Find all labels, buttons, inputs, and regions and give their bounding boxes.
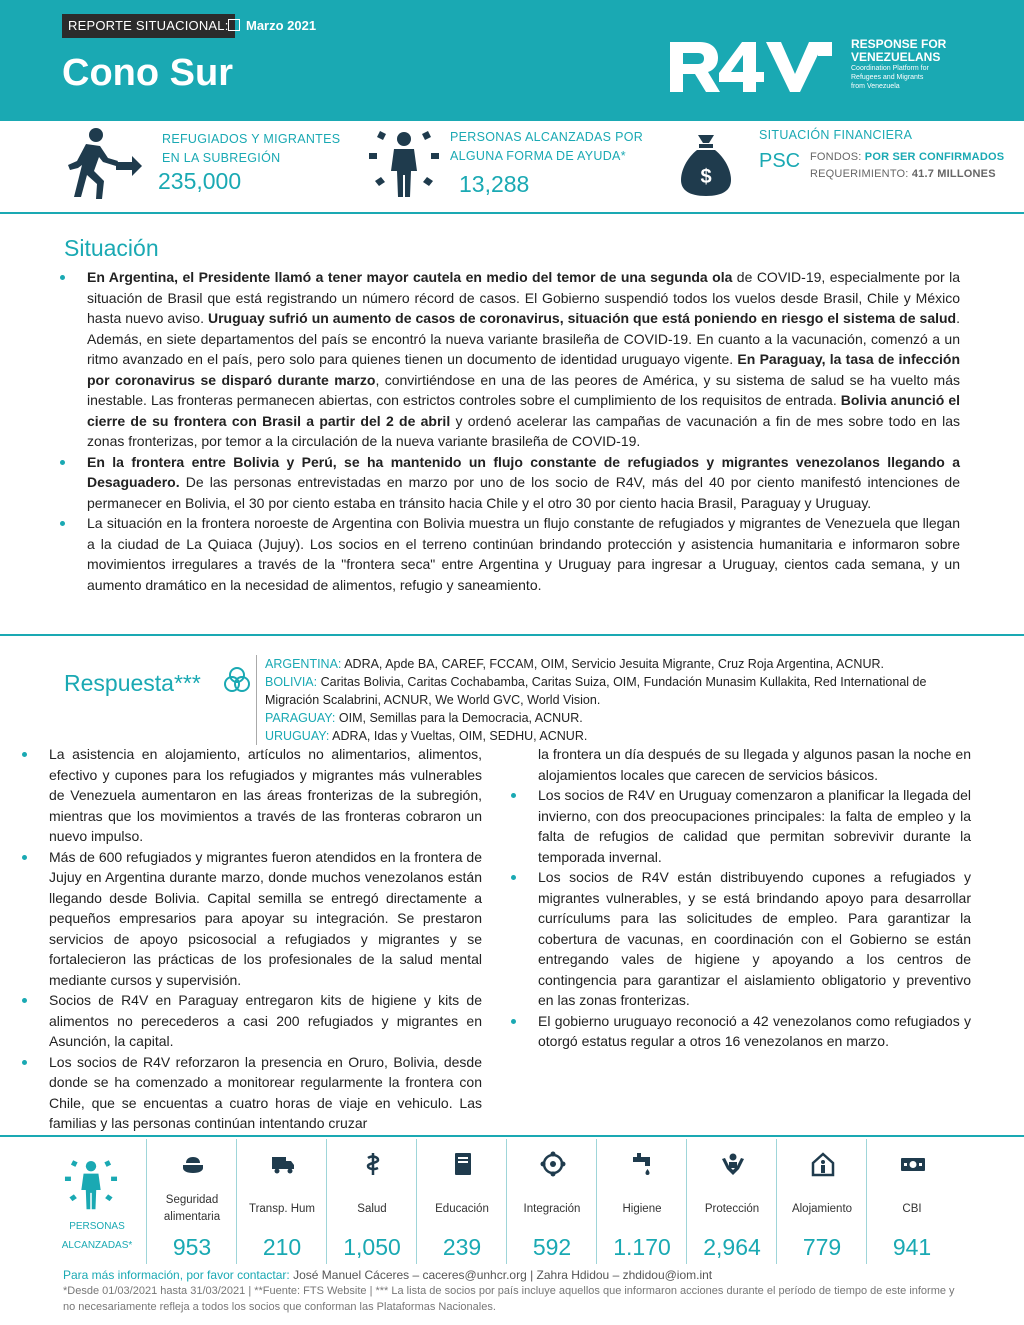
kpi-refugees-label-2: EN LA SUBREGIÓN bbox=[162, 151, 281, 165]
response-item: Los socios de R4V en Uruguay comenzaron a planificar la llegada del invierno, con dos preocupaciones principales: la falta de empleo y la falta de refugios de calidad que permitan sobrevivir durante la temporada invernal. bbox=[511, 785, 971, 867]
sector-stats bbox=[48, 1139, 958, 1264]
stat-value: 2,964 bbox=[703, 1234, 761, 1260]
stat-label: Seguridad alimentaria bbox=[163, 1194, 221, 1223]
stat-health bbox=[326, 1139, 416, 1264]
stat-transport bbox=[236, 1139, 326, 1264]
response-item: Socios de R4V en Paraguay entregaron kits de higiene y kits de alimentos no perecederos a casi 200 refugiados y migrantes en Asunción, la capital. bbox=[22, 990, 482, 1052]
situation-title: Situación bbox=[64, 235, 159, 261]
r4v-logo bbox=[668, 38, 843, 96]
person-reached-icon bbox=[365, 125, 443, 201]
funds-label: FONDOS: bbox=[810, 151, 862, 163]
header-banner bbox=[0, 0, 1024, 121]
funds-row bbox=[810, 149, 1004, 166]
response-left-column bbox=[22, 744, 482, 1134]
funds-value: POR SER CONFIRMADOS bbox=[864, 151, 1005, 163]
stat-value: 239 bbox=[442, 1234, 482, 1260]
tap-icon bbox=[630, 1151, 656, 1177]
partner-country: PARAGUAY: bbox=[265, 711, 336, 725]
person-walking-icon bbox=[64, 127, 146, 199]
partner-country: URUGUAY: bbox=[265, 729, 330, 743]
situation-item bbox=[60, 513, 960, 595]
footnote: *Desde 01/03/2021 hasta 31/03/2021 | **Fuente: FTS Website | *** La lista de socios por país incluye aquellos que informaron acciones durante el período de tiempo de este informe y no necesariamente refleja a todos los socios que conforman las Plataformas Nacionales. bbox=[63, 1285, 955, 1313]
contact-details: José Manuel Cáceres – caceres@unhcr.org | Zahra Hdidou – zhdidou@iom.int bbox=[293, 1268, 713, 1282]
kpi-reached-label-1: PERSONAS ALCANZADAS POR bbox=[450, 130, 644, 144]
report-tag: REPORTE SITUACIONAL: bbox=[62, 14, 235, 38]
logo-line1: RESPONSE FOR bbox=[851, 37, 947, 51]
kpi-refugees-label-1: REFUGIADOS Y MIGRANTES bbox=[162, 132, 341, 146]
stat-food bbox=[146, 1139, 236, 1264]
stats-reached-label-2: ALCANZADAS* bbox=[61, 1240, 133, 1251]
section-divider bbox=[0, 1135, 1024, 1137]
report-date bbox=[228, 18, 316, 33]
situation-text: . Además, en siete departamentos del país se encontró la nueva variante brasileña de COVID-19. En cuanto a la vacunación, comenzó a un ritmo avanzado en el país, pero solo para quienes tienen un documento de identidad uruguayo vigente. bbox=[87, 310, 960, 367]
requirement-row bbox=[810, 166, 1004, 183]
kpi-refugees-value: 235,000 bbox=[158, 168, 242, 194]
kpi-finance-label: SITUACIÓN FINANCIERA bbox=[759, 128, 913, 142]
stat-integration bbox=[506, 1139, 596, 1264]
partner-country: BOLIVIA: bbox=[265, 675, 318, 689]
logo-line2: VENEZUELANS bbox=[851, 50, 941, 64]
situation-bold: En Paraguay, la tasa de infección por coronavirus se disparó durante marzo bbox=[87, 351, 960, 388]
food-icon bbox=[180, 1151, 206, 1177]
person-reached-icon bbox=[62, 1155, 120, 1213]
response-item-continued: la frontera un día después de su llegada y algunos pasan la noche en alojamientos locales que carecen de servicios básicos. bbox=[538, 746, 971, 783]
response-item: Los socios de R4V reforzaron la presencia en Oruro, Bolivia, desde donde se ha comenzado a monitorear regularmente la frontera con Chile, que se encuentas a cuatro horas de viaje en vehiculo. Las familias y las personas continúan intentando cruzar bbox=[22, 1052, 482, 1134]
contact-label: Para más información, por favor contactar: bbox=[63, 1268, 290, 1282]
situation-bold: En Argentina, el Presidente llamó a tener mayor cautela en medio del temor de una segunda ola bbox=[87, 269, 733, 285]
partner-row bbox=[265, 655, 956, 673]
kpi-refugees-label bbox=[162, 130, 340, 168]
situation-text: y ordenó acelerar las campañas de vacunación a fin de mes sobre todo en las zonas fronterizas, por temor a la circulación de la nueva variante brasileña de COVID-19. bbox=[87, 412, 960, 449]
stat-shelter bbox=[776, 1139, 866, 1264]
kpi-finance-code: PSC bbox=[759, 150, 801, 172]
integration-icon bbox=[540, 1151, 566, 1177]
page-title: Cono Sur bbox=[62, 52, 233, 94]
stat-label: Transp. Hum bbox=[248, 1202, 316, 1215]
response-title: Respuesta*** bbox=[64, 670, 201, 696]
situation-bold: En la frontera entre Bolivia y Perú, se ha mantenido un flujo constante de refugiados y migrantes venezolanos llegando a Desaguadero. bbox=[87, 453, 960, 490]
stat-value: 953 bbox=[172, 1234, 212, 1260]
response-item: Más de 600 refugiados y migrantes fueron atendidos en la frontera de Jujuy en Argentina durante marzo, donde muchos venezolanos están llegando desde Bolivia. Capital semilla se entregó directamente a pequeños empresarios para apoyar su integración. Se prestaron servicios de apoyo psicosocial a refugiados y migrantes y se fortalecieron las prácticas de los profesionales de la salud mental mediante cursos y supervisión. bbox=[22, 847, 482, 991]
partner-row bbox=[265, 673, 956, 709]
partners-icon bbox=[222, 665, 252, 695]
situation-list bbox=[60, 267, 960, 595]
protection-icon bbox=[720, 1151, 746, 1177]
logo-line4: Refugees and Migrants bbox=[851, 74, 924, 81]
calendar-icon bbox=[228, 19, 240, 31]
stat-label: Alojamiento bbox=[791, 1202, 853, 1215]
stat-value: 779 bbox=[802, 1234, 842, 1260]
response-item: Los socios de R4V están distribuyendo cupones a refugiados y migrantes vulnerables, y se está brindando apoyo para desarrollar currículums para las solicitudes de empleo. Para garantizar la cobertura de vacunas, en coordinación con el Gobierno se están entregando vales de higiene y apoyando a los centros de contingencia para garantizar el aislamiento obligatorio y preventivo en las zonas fronterizas. bbox=[511, 867, 971, 1011]
partner-names: Caritas Bolivia, Caritas Cochabamba, Caritas Suiza, OIM, Fundación Munasim Kullakita, Red International de Migración Scalabrini, ACNUR, We World GVC, World Vision. bbox=[265, 675, 927, 707]
footer bbox=[63, 1267, 963, 1315]
situation-text: , convirtiéndose en una de las peores de América, y su sistema de salud se ha vuelto más inestable. Las fronteras permanecen abiertas, con estrictos controles sobre el cumplimiento de los requisitos de entrada. bbox=[87, 371, 960, 408]
stats-reached-label-1: PERSONAS bbox=[69, 1221, 125, 1232]
stat-hygiene bbox=[596, 1139, 686, 1264]
partner-names: ADRA, Apde BA, CAREF, FCCAM, OIM, Servicio Jesuita Migrante, Cruz Roja Argentina, ACNUR. bbox=[344, 657, 884, 671]
situation-item bbox=[60, 267, 960, 452]
cash-icon bbox=[900, 1151, 926, 1177]
section-divider bbox=[0, 634, 1024, 636]
date-text: Marzo 2021 bbox=[246, 18, 317, 33]
response-item: La asistencia en alojamiento, artículos no alimentarios, alimentos, efectivo y cupones para los refugiados y migrantes más vulnerables de Venezuela aumentaron en las áreas fronterizas de la subregión, mientras que los movimientos a través de las fronteras cobraron un nuevo impulso. bbox=[22, 744, 482, 847]
situation-text: De las personas entrevistadas en marzo por uno de los socio de R4V, más del 40 por ciento manifestó intenciones de permanecer en Bolivia, el 30 por ciento estaba en tránsito hacia Chile y el otro 30 por ciento hacia Brasil, Paraguay y Uruguay. bbox=[87, 474, 960, 511]
stat-cbi bbox=[866, 1139, 956, 1264]
stat-label: CBI bbox=[902, 1202, 922, 1215]
stat-protection bbox=[686, 1139, 776, 1264]
stat-label: Protección bbox=[704, 1202, 760, 1215]
partner-names: OIM, Semillas para la Democracia, ACNUR. bbox=[338, 711, 583, 725]
book-icon bbox=[450, 1151, 476, 1177]
money-bag-icon bbox=[681, 133, 731, 197]
partner-names: ADRA, Idas y Vueltas, OIM, SEDHU, ACNUR. bbox=[332, 729, 588, 743]
stat-label: Higiene bbox=[622, 1202, 662, 1215]
kpi-reached-label bbox=[450, 128, 643, 166]
response-right-column bbox=[511, 744, 971, 1052]
stats-reached-label bbox=[48, 1217, 146, 1255]
stats-reached bbox=[48, 1139, 146, 1264]
situation-text: de COVID-19, especialmente por la situación de Brasil que está registrando un número récord de casos. El Gobierno suspendió todos los vuelos desde Brasil, Chile y México hasta nuevo aviso. bbox=[87, 269, 960, 326]
situation-text: La situación en la frontera noroeste de Argentina con Bolivia muestra un flujo constante de refugiados y migrantes de Venezuela que llegan a la ciudad de La Quiaca (Jujuy). Los socios en el terreno continúan brindando protección y asistencia humanitaria e informaron sobre movimientos irregulares a través de la "frontera seca" entre Argentina y Uruguay para ingresar a Uruguay, cientos cada semana, y un aumento dramático en la necesidad de alimentos, refugio y saneamiento. bbox=[87, 515, 960, 593]
requirement-value: 41.7 MILLONES bbox=[911, 168, 996, 180]
contact-line bbox=[63, 1267, 963, 1283]
logo-text bbox=[851, 38, 971, 91]
kpi-row bbox=[0, 121, 1024, 214]
stat-education bbox=[416, 1139, 506, 1264]
shelter-icon bbox=[810, 1151, 836, 1177]
stat-label: Salud bbox=[357, 1202, 387, 1215]
svg-text:$: $ bbox=[700, 166, 712, 188]
partner-row bbox=[265, 709, 956, 727]
kpi-reached-label-2: ALGUNA FORMA DE AYUDA* bbox=[450, 149, 626, 163]
response-item: El gobierno uruguayo reconoció a 42 venezolanos como refugiados y otorgó estatus regular a otros 16 venezolanos en marzo. bbox=[511, 1011, 971, 1052]
logo-line3: Coordination Platform for bbox=[851, 65, 929, 72]
health-icon bbox=[360, 1151, 386, 1177]
stat-label: Educación bbox=[435, 1202, 489, 1215]
stat-value: 1,050 bbox=[343, 1234, 401, 1260]
kpi-reached-value: 13,288 bbox=[459, 171, 530, 197]
stat-value: 941 bbox=[892, 1234, 932, 1260]
partner-country: ARGENTINA: bbox=[265, 657, 342, 671]
situation-bold: Uruguay sufrió un aumento de casos de coronavirus, situación que está poniendo en riesgo el sistema de salud bbox=[208, 310, 957, 326]
requirement-label: REQUERIMIENTO: bbox=[810, 168, 909, 180]
partners-list bbox=[256, 655, 956, 745]
situation-item bbox=[60, 452, 960, 514]
truck-icon bbox=[270, 1151, 296, 1177]
kpi-finance-details bbox=[810, 149, 1004, 183]
stat-value: 210 bbox=[262, 1234, 302, 1260]
stat-label: Integración bbox=[523, 1202, 581, 1215]
stat-value: 1.170 bbox=[613, 1234, 671, 1260]
situation-bold: Bolivia anunció el cierre de su frontera con Brasil a partir del 2 de abril bbox=[87, 392, 961, 429]
logo-line5: from Venezuela bbox=[851, 83, 900, 90]
stat-value: 592 bbox=[532, 1234, 572, 1260]
partner-row bbox=[265, 727, 956, 745]
